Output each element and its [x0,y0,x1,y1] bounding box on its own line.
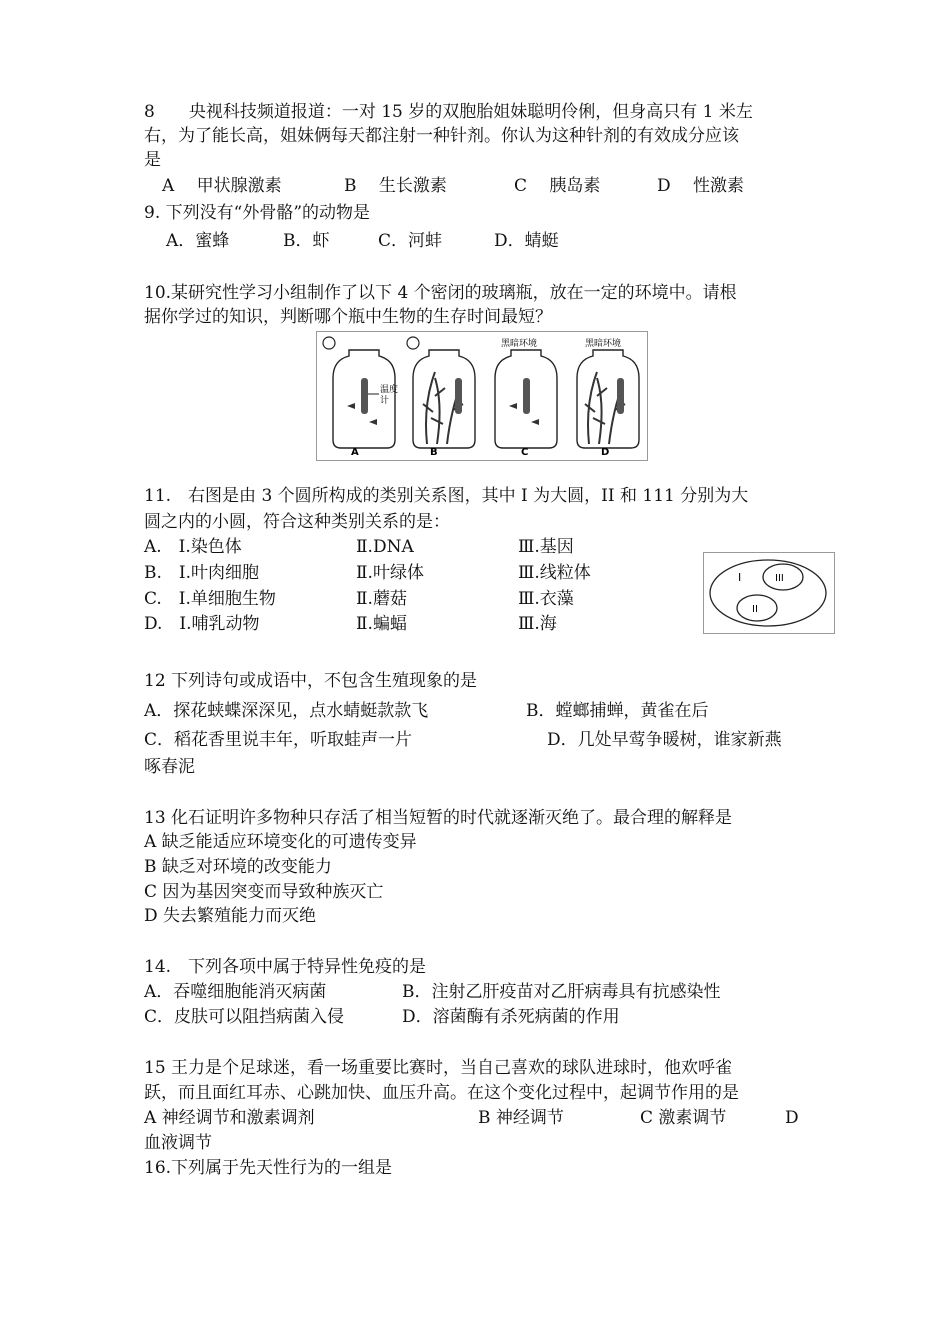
thermometer-label-2: 计 [380,396,390,406]
q15-option-a: A 神经调节和激素调剂 [144,1108,315,1128]
q15-option-d-continued: 血液调节 [144,1133,212,1153]
q12-option-d-continued: 啄春泥 [144,757,195,777]
q9-option-b: B．虾 [283,231,330,251]
q13-stem: 13 化石证明许多物种只存活了相当短暂的时代就逐渐灭绝了。最合理的解释是 [144,808,733,828]
q11-row-c-col-2: Ⅱ.蘑菇 [356,589,407,609]
q11-row-a-col-3: Ⅲ.基因 [518,537,574,557]
jar-experiment-figure [316,331,648,461]
circle-iii-label: III [775,573,784,584]
jar-c [495,337,557,458]
circle-ii-label: II [752,604,758,615]
q8-option-b: B 生长激素 [344,176,447,196]
q14-option-c: C．皮肤可以阻挡病菌入侵 [144,1007,345,1027]
q14-option-d: D．溶菌酶有杀死病菌的作用 [402,1007,620,1027]
q9-option-d: D．蜻蜓 [494,231,559,251]
q9-option-a: A．蜜蜂 [166,231,230,251]
jar-d [577,337,639,458]
q11-row-d-col-3: Ⅲ.海 [518,614,557,634]
jar-b [407,337,475,458]
q14-stem: 14. 下列各项中属于特异性免疫的是 [144,957,427,977]
q13-option-c: C 因为基因突变而导致种族灭亡 [144,882,384,902]
q11-row-b-col-3: Ⅲ.线粒体 [518,563,591,583]
jar-b-label: B [430,447,438,458]
jar-d-label: D [601,447,610,458]
q12-option-a: A．探花蛱蝶深深见，点水蜻蜓款款飞 [144,701,429,721]
q13-option-a: A 缺乏能适应环境变化的可遗传变异 [144,832,417,852]
q15-option-d: D [785,1108,799,1128]
q9-stem: 9. 下列没有“外骨骼”的动物是 [144,203,371,223]
q8-option-d: D 性激素 [657,176,745,196]
q11-line-2: 圆之内的小圆，符合这种类别关系的是： [144,512,450,532]
q11-row-c-col-3: Ⅲ.衣藻 [518,589,574,609]
q13-option-d: D 失去繁殖能力而灭绝 [144,906,317,926]
q10-line-2: 据你学过的知识，判断哪个瓶中生物的生存时间最短？ [144,307,552,327]
q15-line-1: 15 王力是个足球迷，看一场重要比赛时，当自己喜欢的球队进球时，他欢呼雀 [144,1058,733,1078]
q15-option-b: B 神经调节 [478,1108,564,1128]
thermometer-label-1: 温度 [380,385,399,395]
jar-c-label: C [521,447,529,458]
q12-stem: 12 下列诗句或成语中，不包含生殖现象的是 [144,671,478,691]
q12-option-b: B．螳螂捕蝉，黄雀在后 [526,701,709,721]
jar-a [323,337,398,458]
q10-line-1: 10.某研究性学习小组制作了以下 4 个密闭的玻璃瓶，放在一定的环境中。请根 [144,283,737,303]
q11-row-b-col-1: B. Ⅰ.叶肉细胞 [144,563,260,583]
q11-row-d-col-2: Ⅱ.蝙蝠 [356,614,407,634]
q11-row-b-col-2: Ⅱ.叶绿体 [356,563,424,583]
q8-line-1: 8 央视科技频道报道：一对 15 岁的双胞胎姐妹聪明伶俐，但身高只有 1 米左 [144,102,753,122]
q8-option-c: C 胰岛素 [514,176,601,196]
q16-stem: 16.下列属于先天性行为的一组是 [144,1158,393,1178]
dark-environment-label: 黑暗环境 [501,339,538,349]
q15-option-c: C 激素调节 [640,1108,727,1128]
q11-row-d-col-1: D. Ⅰ.哺乳动物 [144,614,260,634]
q15-line-2: 跃，而且面红耳赤、心跳加快、血压升高。在这个变化过程中，起调节作用的是 [144,1083,739,1103]
q12-option-d: D．几处早莺争暖树，谁家新燕 [547,730,782,750]
q11-row-a-col-1: A. Ⅰ.染色体 [144,537,242,557]
dark-environment-label: 黑暗环境 [585,339,622,349]
q14-option-a: A．吞噬细胞能消灭病菌 [144,982,327,1002]
circle-relationship-diagram [703,552,835,634]
jar-experiment-drawing [317,332,647,460]
jar-a-label: A [351,447,359,458]
sun-icon [323,337,335,349]
q11-line-1: 11. 右图是由 3 个圆所构成的类别关系图，其中 I 为大圆，II 和 111 分别为大 [144,486,749,506]
q8-line-2: 右，为了能长高，姐妹俩每天都注射一种针剂。你认为这种针剂的有效成分应该 [144,126,739,146]
sun-icon [407,337,419,349]
q11-row-c-col-1: C. Ⅰ.单细胞生物 [144,589,276,609]
big-circle [710,560,826,626]
q8-option-a: A 甲状腺激素 [162,176,282,196]
q14-option-b: B．注射乙肝疫苗对乙肝病毒具有抗感染性 [402,982,721,1002]
q13-option-b: B 缺乏对环境的改变能力 [144,857,332,877]
q9-option-c: C．河蚌 [378,231,443,251]
big-circle-label: I [738,571,742,584]
q8-line-3: 是 [144,150,161,170]
q12-option-c: C．稻花香里说丰年，听取蛙声一片 [144,730,413,750]
q11-row-a-col-2: Ⅱ.DNA [356,537,414,557]
